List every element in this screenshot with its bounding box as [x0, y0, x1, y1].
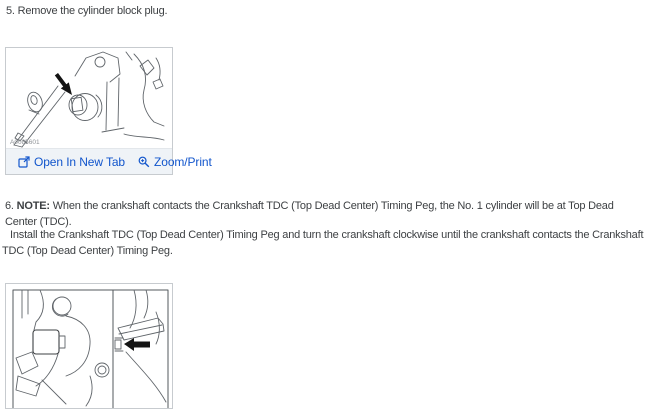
pointer-arrow [124, 338, 150, 351]
engine-diagram-timing-peg [6, 284, 172, 408]
pointer-arrow [55, 73, 72, 95]
magnifier-icon [138, 156, 150, 168]
install-text: Install the Crankshaft TDC (Top Dead Center) Timing Peg and turn the crankshaft clockwise until the crankshaft contacts the Crankshaft TDC (Top Dead Center) Timing Peg. [2, 229, 644, 257]
zoom-print-link[interactable] [138, 155, 212, 169]
open-in-new-tab-icon [18, 156, 30, 168]
step-5-number: 5. [6, 5, 15, 17]
note-label: NOTE: [16, 200, 50, 212]
install-instruction [2, 227, 648, 259]
figure2-image [6, 284, 172, 408]
engine-diagram-cylinder-block-plug [6, 48, 172, 148]
figure1-image [6, 48, 172, 148]
figure1-toolbar [6, 148, 212, 174]
figure-tdc-timing-peg [5, 283, 173, 409]
figure-cylinder-block-plug [5, 47, 212, 175]
open-in-new-tab-link[interactable] [18, 155, 125, 169]
open-in-new-tab-label: Open In New Tab [34, 154, 126, 169]
zoom-print-label: Zoom/Print [154, 154, 212, 169]
step-5-text: Remove the cylinder block plug. [17, 5, 168, 17]
image-id-label: A0085601 [10, 139, 40, 146]
step-6-note [5, 198, 648, 230]
step-6-text: When the crankshaft contacts the Crankshaft TDC (Top Dead Center) Timing Peg, the No. 1 cylinder will be at Top Dead Center (TDC). [5, 200, 614, 228]
step-6-number: 6. [5, 200, 14, 212]
step-5-instruction [6, 3, 646, 19]
